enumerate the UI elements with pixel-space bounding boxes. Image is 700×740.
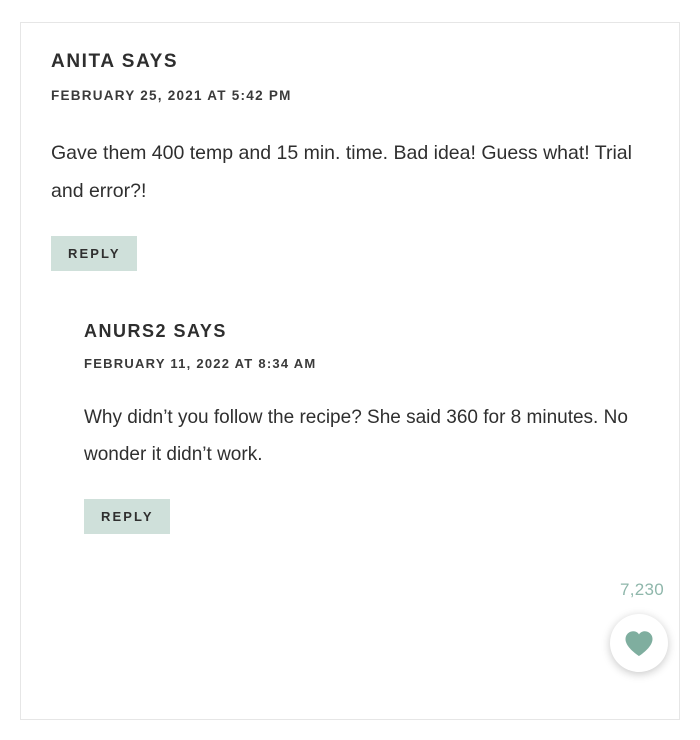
reply-button[interactable]: REPLY <box>84 499 170 534</box>
comment-thread-card <box>20 22 680 720</box>
heart-icon <box>624 630 654 657</box>
comment-item <box>51 51 649 271</box>
reply-button[interactable]: REPLY <box>51 236 137 271</box>
comment-author-name: ANURS2 SAYS <box>84 321 227 342</box>
comment-item-nested <box>84 321 649 534</box>
like-button[interactable] <box>610 614 668 672</box>
comment-timestamp: FEBRUARY 11, 2022 AT 8:34 AM <box>84 355 317 371</box>
comment-text: Why didn’t you follow the recipe? She said 360 for 8 minutes. No wonder it didn’t work. <box>84 407 628 466</box>
comment-text: Gave them 400 temp and 15 min. time. Bad idea! Guess what! Trial and error?! <box>51 141 632 202</box>
like-count: 7,230 <box>619 580 664 599</box>
comment-timestamp: FEBRUARY 25, 2021 AT 5:42 PM <box>51 87 292 103</box>
comment-author-name: ANITA SAYS <box>51 51 179 72</box>
